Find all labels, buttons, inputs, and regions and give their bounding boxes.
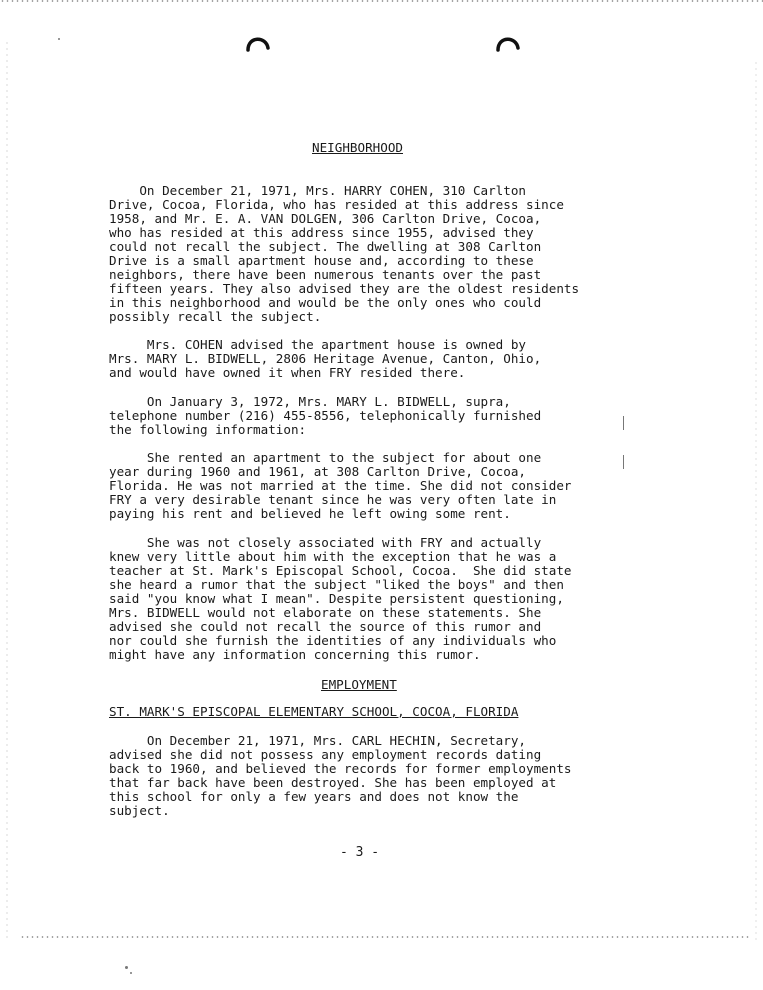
- text-line: could not recall the subject. The dwelling at 308 Carlton: [109, 239, 542, 254]
- text-line: said "you know what I mean". Despite persistent questioning,: [109, 591, 564, 606]
- subsection-heading-school: ST. MARK'S EPISCOPAL ELEMENTARY SCHOOL, COCOA, FLORIDA: [109, 704, 519, 719]
- scan-edge-right: [755, 60, 757, 940]
- text-line: telephone number (216) 455-8556, telephonically furnished: [109, 408, 542, 423]
- punch-hole-mark-left: [244, 30, 272, 54]
- text-line: Florida. He was not married at the time. She did not consider: [109, 478, 572, 493]
- text-line: She rented an apartment to the subject for about one: [109, 450, 542, 465]
- scan-edge-top: [0, 0, 763, 2]
- text-line: knew very little about him with the exception that he was a: [109, 549, 557, 564]
- text-line: that far back have been destroyed. She has been employed at: [109, 775, 557, 790]
- scan-edge-left: [6, 40, 8, 940]
- text-line: Drive is a small apartment house and, according to these: [109, 253, 534, 268]
- text-line: and would have owned it when FRY resided there.: [109, 365, 466, 380]
- text-line: possibly recall the subject.: [109, 309, 322, 324]
- text-line: the following information:: [109, 422, 307, 437]
- text-line: this school for only a few years and does not know the: [109, 789, 519, 804]
- section-heading-employment: EMPLOYMENT: [321, 677, 397, 692]
- section-heading-neighborhood: NEIGHBORHOOD: [312, 140, 403, 155]
- scan-speck: [125, 966, 128, 969]
- scan-speck: [58, 38, 60, 40]
- text-line: Drive, Cocoa, Florida, who has resided at this address since: [109, 197, 564, 212]
- text-line: fifteen years. They also advised they are the oldest residents: [109, 281, 580, 296]
- text-line: Mrs. COHEN advised the apartment house is owned by: [109, 337, 527, 352]
- text-line: She was not closely associated with FRY and actually: [109, 535, 542, 550]
- punch-hole-mark-right: [494, 30, 522, 54]
- page-number: - 3 -: [340, 845, 380, 860]
- text-line: nor could she furnish the identities of any individuals who: [109, 633, 557, 648]
- text-line: subject.: [109, 803, 170, 818]
- text-line: On December 21, 1971, Mrs. CARL HECHIN, Secretary,: [109, 733, 527, 748]
- text-line: back to 1960, and believed the records for former employments: [109, 761, 572, 776]
- scan-speck: [130, 972, 132, 974]
- text-line: On January 3, 1972, Mrs. MARY L. BIDWELL, supra,: [109, 394, 511, 409]
- text-line: might have any information concerning this rumor.: [109, 647, 481, 662]
- text-line: Mrs. MARY L. BIDWELL, 2806 Heritage Avenue, Canton, Ohio,: [109, 351, 542, 366]
- text-line: advised she could not recall the source of this rumor and: [109, 619, 542, 634]
- text-line: who has resided at this address since 1955, advised they: [109, 225, 534, 240]
- scan-speck: [623, 455, 624, 469]
- scan-speck: [623, 416, 624, 430]
- text-line: advised she did not possess any employment records dating: [109, 747, 542, 762]
- text-line: 1958, and Mr. E. A. VAN DOLGEN, 306 Carlton Drive, Cocoa,: [109, 211, 542, 226]
- text-line: Mrs. BIDWELL would not elaborate on these statements. She: [109, 605, 542, 620]
- text-line: neighbors, there have been numerous tenants over the past: [109, 267, 542, 282]
- text-line: On December 21, 1971, Mrs. HARRY COHEN, 310 Carlton: [109, 183, 527, 198]
- text-line: FRY a very desirable tenant since he was very often late in: [109, 492, 557, 507]
- text-line: she heard a rumor that the subject "liked the boys" and then: [109, 577, 564, 592]
- text-line: in this neighborhood and would be the only ones who could: [109, 295, 542, 310]
- text-line: paying his rent and believed he left owing some rent.: [109, 506, 511, 521]
- scan-edge-bottom: [20, 936, 750, 938]
- text-line: teacher at St. Mark's Episcopal School, Cocoa. She did state: [109, 563, 572, 578]
- text-line: year during 1960 and 1961, at 308 Carlton Drive, Cocoa,: [109, 464, 527, 479]
